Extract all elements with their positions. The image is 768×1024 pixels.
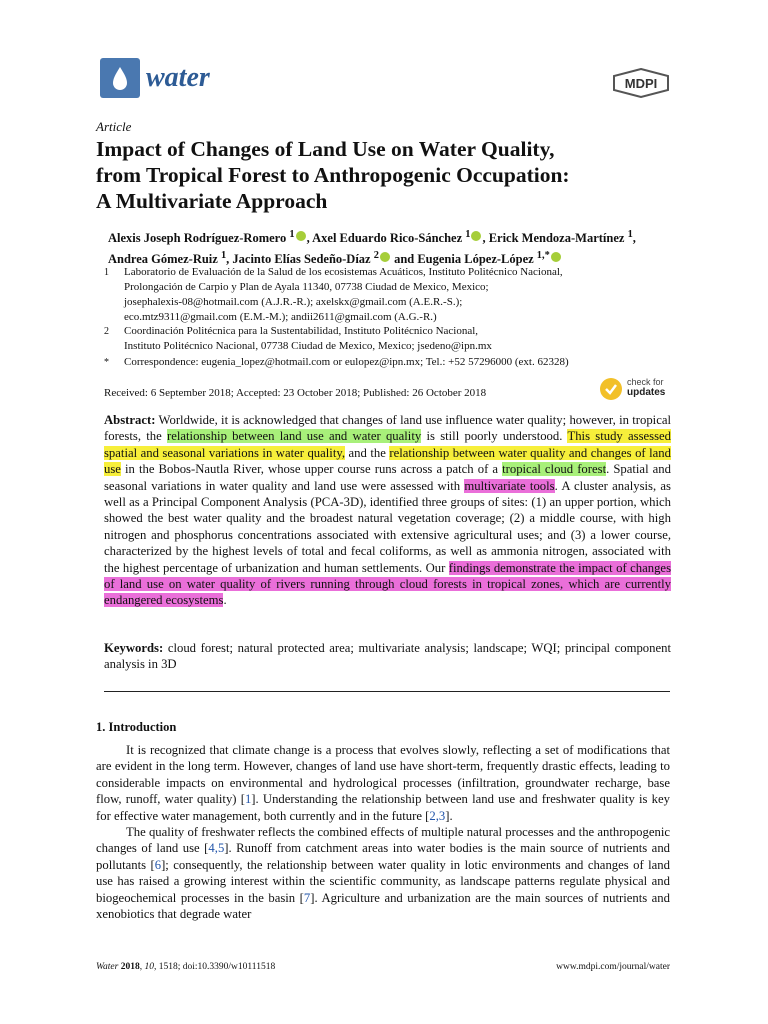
article-title [96, 136, 686, 214]
highlighted-text: tropical cloud forest [502, 462, 607, 477]
publisher-name: MDPI [624, 76, 658, 91]
keywords-text: cloud forest; natural protected area; multivariate analysis; landscape; WQI; principal component analysis in 3D [104, 641, 671, 672]
paragraph-text: ]. Agriculture and urbanization are the main sources of nutrients and xenobiotics that degrade water [96, 890, 670, 922]
author-line: Alexis Joseph Rodríguez-Romero $^1$ , Axel Eduardo Rico-Sánchez $^1$ , Erick Mendoza-Martínez $^1$, [108, 229, 636, 246]
article-type: Article [96, 119, 132, 134]
highlighted-text: This study assessed spatial and seasonal variations in water quality, [104, 429, 672, 460]
paragraph [96, 742, 670, 824]
abstract-text: . Spatial and seasonal variations in water quality and land use were assessed with [104, 462, 671, 493]
orcid-icon[interactable] [471, 231, 481, 241]
paragraph-text: ]; consequently, the relationship between water quality in lotic environments and changes of land use has raised a growing interest within the scientific community, as landscape patterns regulate physical and biogeochemical processes in the basin [ [96, 857, 670, 905]
journal-logo-icon [100, 58, 140, 98]
abstract-text: and the [345, 445, 390, 460]
journal-url[interactable]: www.mdpi.com/journal/water [556, 962, 670, 972]
keywords-label: Keywords: [104, 641, 164, 655]
abstract-text: in the Bobos-Nautla River, whose upper course runs across a patch of a [120, 462, 503, 477]
highlighted-text: findings demonstrate the impact of changes of land use on water quality of rivers running through cloud forests in tropical zones, which are currently endangered ecosystems [104, 560, 672, 608]
paragraph-text: The quality of freshwater reflects the combined effects of multiple natural processes and the anthropogenic changes of land use [ [96, 825, 670, 856]
highlighted-text: relationship between land use and water quality [167, 429, 422, 444]
paragraph [96, 824, 670, 922]
introduction-body [96, 742, 670, 922]
abstract-text: is still poorly understood. [421, 429, 568, 444]
orcid-icon[interactable] [380, 252, 390, 262]
author-line: Andrea Gómez-Ruiz $^1$, Jacinto Elías Sedeño-Díaz $^2$ and Eugenia López-López $^{1,*}$ [108, 247, 683, 268]
abstract-label: Abstract: [104, 413, 156, 427]
abstract-text: Worldwide, it is acknowledged that changes of land use influence water quality; however, in tropical forests, the [104, 413, 671, 444]
paragraph-text: It is recognized that climate change is a process that evolves slowly, reflecting a set of modifications that are evident in the long term. However, changes of land use have short-term, frequently drastic effects, leading to considerable impacts on environmental and hydrological processes (infiltration, groundwater recharge, base flow, runoff, water quality) [ [96, 743, 670, 807]
divider [104, 691, 670, 692]
highlighted-text: relationship between water quality and changes of land use [104, 445, 671, 477]
mdpi-logo-icon [612, 68, 670, 98]
check-updates-label[interactable]: check for updates [627, 377, 666, 398]
highlighted-text: multivariate tools [464, 478, 555, 493]
title-line: Impact of Changes of Land Use on Water Quality, [96, 137, 555, 161]
paragraph-text: ]. Runoff from catchment areas into water bodies is the main source of nutrients and pollutants [ [96, 841, 671, 872]
title-line: A Multivariate Approach [96, 189, 328, 213]
abstract-text: . A cluster analysis, as well as a Principal Component Analysis (PCA-3D), identified three groups of sites: (1) an upper portion, which showed the best water quality and the broadest natural vegetation coverage; (2) a middle course, with high nitrogen and phosphorus concentrations associated with extensive agricultural uses; and (3) a lower course, characterized by the highest levels of total and fecal coliforms, as well as ammonia nitrogen, associated with the highest percentage of urbanization and human settlements. Our [104, 478, 671, 575]
keywords [104, 640, 671, 673]
publication-dates: Received: 6 September 2018; Accepted: 23 October 2018; Published: 26 October 2018 [104, 387, 487, 399]
check-updates-icon[interactable] [600, 378, 622, 400]
abstract [104, 412, 671, 609]
abstract-text: . [223, 593, 227, 608]
journal-name: water [146, 62, 210, 93]
citation-link[interactable]: 6 [154, 857, 162, 872]
citation-link[interactable]: 4,5 [208, 841, 225, 856]
paragraph-text: ]. [445, 808, 453, 823]
citation-link[interactable]: 1 [244, 792, 252, 807]
section-heading: 1. Introduction [96, 720, 177, 734]
citation-link[interactable]: 2,3 [429, 808, 446, 823]
author-list [108, 226, 683, 268]
paragraph-text: ]. Understanding the relationship between land use and freshwater quality is key for effective water management, both currently and in the future [ [96, 792, 670, 823]
citation-link[interactable]: 7 [303, 890, 311, 905]
orcid-icon[interactable] [296, 231, 306, 241]
citation-footer: Water 2018, 10, 1518; doi:10.3390/w10111518 [96, 962, 276, 972]
title-line: from Tropical Forest to Anthropogenic Occupation: [96, 163, 570, 187]
orcid-icon[interactable] [551, 252, 561, 262]
